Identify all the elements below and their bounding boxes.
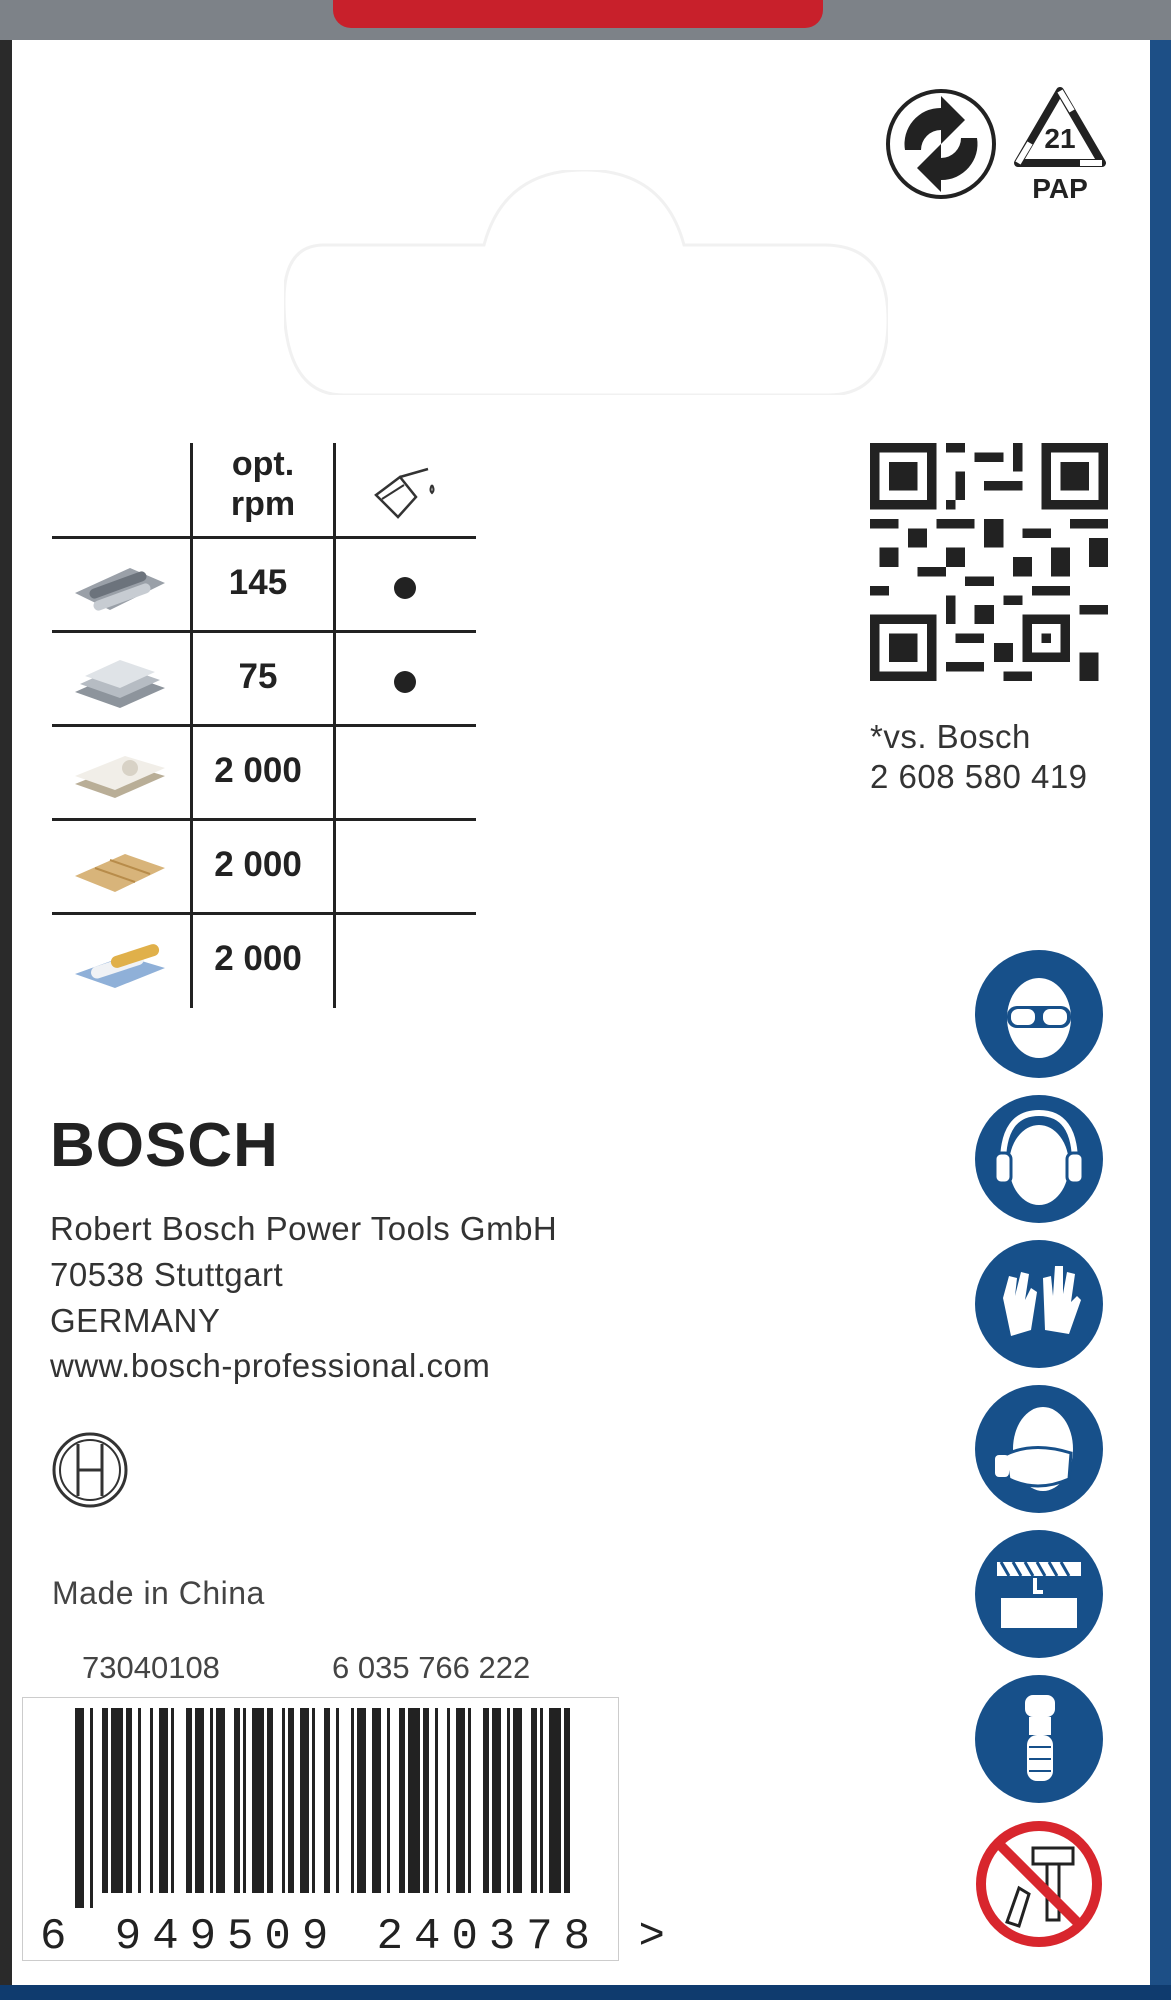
hanger-tab bbox=[333, 0, 823, 28]
barcode-bars bbox=[23, 1698, 618, 1908]
barcode-bar bbox=[351, 1708, 354, 1893]
barcode-digits: 6 949509 240378 > bbox=[40, 1912, 676, 1962]
article-code-left: 73040108 bbox=[82, 1650, 220, 1685]
eye-protection-icon bbox=[973, 948, 1105, 1080]
recycling-material: PAP bbox=[1032, 173, 1088, 204]
article-code-right: 6 035 766 222 bbox=[332, 1650, 531, 1685]
company-name: Robert Bosch Power Tools GmbH bbox=[50, 1210, 558, 1247]
rpm-value: 145 bbox=[228, 563, 288, 602]
barcode-bar bbox=[102, 1708, 108, 1893]
package-right-edge bbox=[1150, 40, 1171, 2000]
barcode-bar bbox=[186, 1708, 192, 1893]
barcode-bar bbox=[423, 1708, 429, 1893]
barcode-bar bbox=[468, 1708, 471, 1893]
barcode-bar bbox=[549, 1708, 561, 1893]
barcode-bar bbox=[399, 1708, 405, 1893]
barcode-bar bbox=[90, 1708, 93, 1908]
side-handle-icon bbox=[973, 1673, 1105, 1805]
barcode-bar bbox=[216, 1708, 225, 1893]
hanger-hole-outline bbox=[284, 170, 888, 395]
gloves-icon bbox=[973, 1238, 1105, 1370]
barcode-bar bbox=[159, 1708, 168, 1893]
company-city: 70538 Stuttgart bbox=[50, 1256, 284, 1293]
package-left-edge bbox=[0, 40, 12, 2000]
barcode-bar bbox=[408, 1708, 420, 1893]
bosch-logo: BOSCH bbox=[50, 1111, 279, 1180]
package-bottom-edge bbox=[0, 1985, 1171, 2000]
recycling-code-icon bbox=[1010, 85, 1110, 205]
comparison-note-line1: *vs. Bosch bbox=[870, 718, 1031, 755]
table-divider-h4 bbox=[52, 818, 476, 821]
dust-mask-icon bbox=[973, 1383, 1105, 1515]
table-divider-h3 bbox=[52, 724, 476, 727]
barcode-bar bbox=[540, 1708, 543, 1893]
ear-protection-icon bbox=[973, 1093, 1105, 1225]
table-divider-h5 bbox=[52, 912, 476, 915]
table-header-opt: opt. bbox=[231, 445, 295, 483]
rpm-value: 2 000 bbox=[214, 751, 302, 790]
barcode-bar bbox=[150, 1708, 153, 1893]
barcode-bar bbox=[126, 1708, 132, 1893]
metal-sheets-icon bbox=[70, 652, 170, 712]
table-divider-h1 bbox=[52, 536, 476, 539]
application-table bbox=[52, 443, 476, 1008]
barcode-bar bbox=[435, 1708, 438, 1893]
rpm-value: 75 bbox=[238, 657, 278, 696]
barcode-bar bbox=[357, 1708, 366, 1893]
barcode-bar bbox=[243, 1708, 246, 1893]
lubricant-dot bbox=[394, 577, 416, 599]
rpm-value: 2 000 bbox=[214, 939, 302, 978]
barcode-bar bbox=[210, 1708, 213, 1893]
table-divider-h2 bbox=[52, 630, 476, 633]
barcode-bar bbox=[513, 1708, 522, 1893]
barcode-bar bbox=[171, 1708, 174, 1893]
plasterboard-icon bbox=[70, 746, 170, 806]
barcode-bar bbox=[387, 1708, 390, 1893]
barcode-bar bbox=[267, 1708, 273, 1893]
barcode-bar bbox=[372, 1708, 381, 1893]
company-country: GERMANY bbox=[50, 1302, 221, 1339]
barcode-bar bbox=[138, 1708, 141, 1893]
metal-pipes-icon bbox=[70, 558, 170, 618]
plastic-pipes-icon bbox=[70, 934, 170, 994]
rpm-value: 2 000 bbox=[214, 845, 302, 884]
barcode-bar bbox=[282, 1708, 285, 1893]
oil-can-icon bbox=[370, 463, 442, 523]
barcode-bar bbox=[324, 1708, 330, 1893]
barcode-bar bbox=[75, 1708, 84, 1908]
barcode-bar bbox=[312, 1708, 315, 1893]
barcode-bar bbox=[564, 1708, 570, 1893]
no-hammer-action-icon bbox=[973, 1818, 1105, 1950]
lubricant-dot bbox=[394, 671, 416, 693]
barcode-bar bbox=[300, 1708, 309, 1893]
green-dot-icon bbox=[885, 88, 997, 200]
barcode-bar bbox=[456, 1708, 465, 1893]
barcode-bar bbox=[507, 1708, 510, 1893]
barcode-bar bbox=[252, 1708, 264, 1893]
barcode-bar bbox=[447, 1708, 450, 1893]
recycling-number: 21 bbox=[1044, 123, 1076, 154]
barcode-bar bbox=[111, 1708, 123, 1893]
table-header-rpm: rpm bbox=[230, 485, 296, 523]
barcode-bar bbox=[288, 1708, 294, 1893]
barcode-bar bbox=[483, 1708, 489, 1893]
barcode-bar bbox=[234, 1708, 240, 1893]
clamp-workpiece-icon bbox=[973, 1528, 1105, 1660]
barcode-bar bbox=[492, 1708, 501, 1893]
comparison-note-line2: 2 608 580 419 bbox=[870, 758, 1088, 795]
company-website: www.bosch-professional.com bbox=[50, 1347, 491, 1384]
barcode-bar bbox=[336, 1708, 339, 1893]
made-in-label: Made in China bbox=[52, 1575, 265, 1611]
barcode-bar bbox=[531, 1708, 537, 1893]
wood-icon bbox=[70, 840, 170, 900]
barcode-bar bbox=[195, 1708, 204, 1893]
qr-code bbox=[870, 443, 1108, 681]
bosch-armature-icon bbox=[50, 1430, 130, 1510]
